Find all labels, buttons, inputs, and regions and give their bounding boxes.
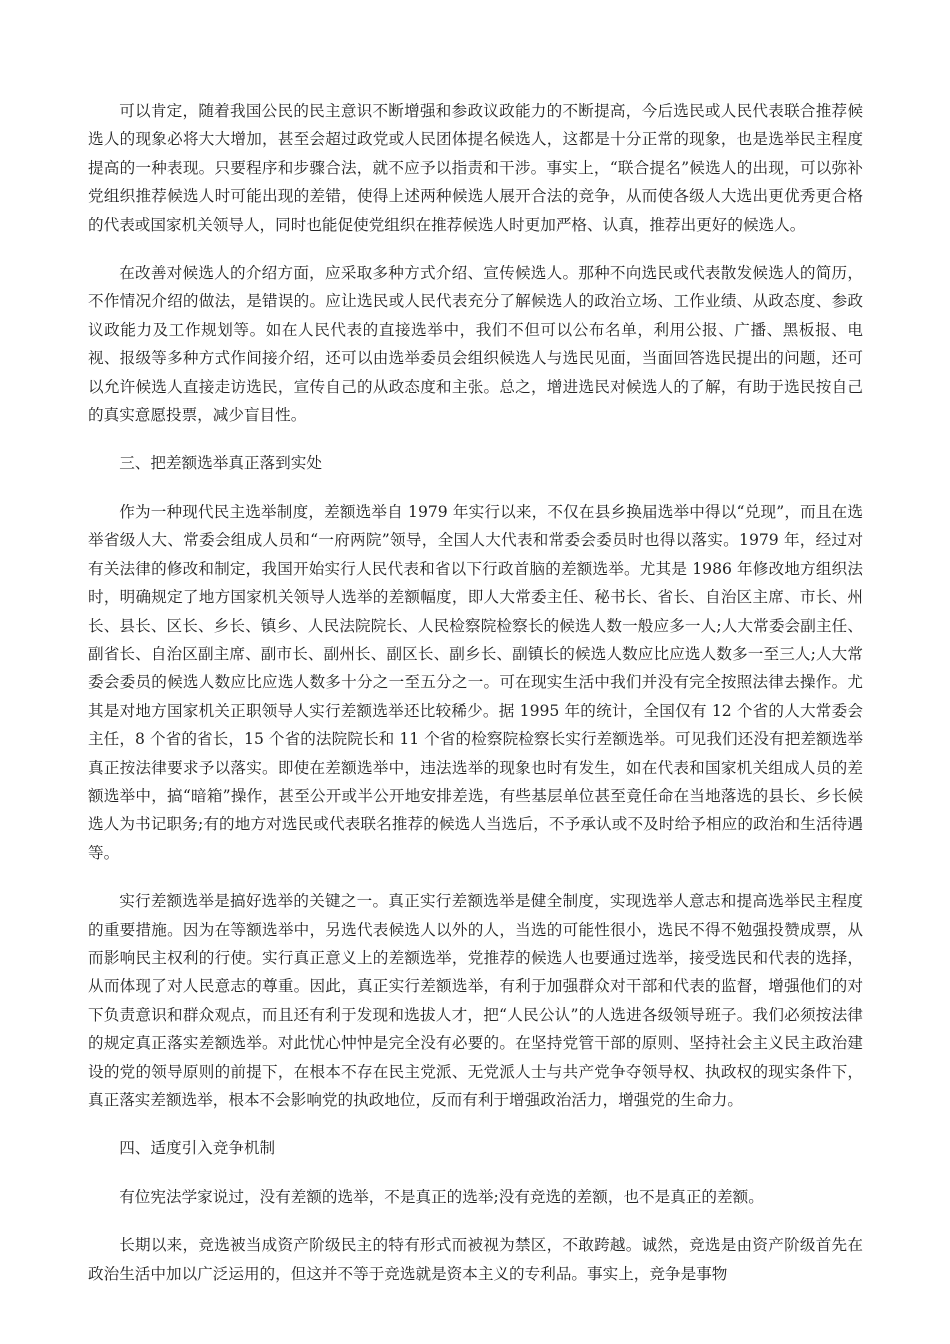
paragraph-constitutional-scholar-quote: 有位宪法学家说过，没有差额的选举，不是真正的选举;没有竞选的差额，也不是真正的差额。 xyxy=(119,1187,764,1206)
paragraph-joint-nomination: 可以肯定，随着我国公民的民主意识不断增强和参政议政能力的不断提高，今后选民或人民代表联合推荐候选人的现象必将大大增加，甚至会超过政党或人民团体提名候选人，这都是十分正常的现象，也是选举民主程度提高的一种表现。只要程序和步骤合法，就不应予以指责和干涉。事实上，“联合提名”候选人的出现，可以弥补党组织推荐候选人时可能出现的差错，使得上述两种候选人展开合法的竞争，从而使各级人大选出更优秀更合格的代表或国家机关领导人，同时也能促使党组织在推荐候选人时更加严格、认真，推荐出更好的候选人。 xyxy=(88,102,863,234)
paragraph-candidate-introduction: 在改善对候选人的介绍方面，应采取多种方式介绍、宣传候选人。那种不向选民或代表散发候选人的简历，不作情况介绍的做法，是错误的。应让选民或人民代表充分了解候选人的政治立场、工作业绩、从政态度、参政议政能力及工作规划等。如在人民代表的直接选举中，我们不但可以公布名单，利用公报、广播、黑板报、电视、报级等多种方式作间接介绍，还可以由选举委员会组织候选人与选民见面，当面回答选民提出的问题，还可以允许候选人直接走访选民，宣传自己的从政态度和主张。总之，增进选民对候选人的了解，有助于选民按自己的真实意愿投票，减少盲目性。 xyxy=(88,264,863,425)
section-heading-3: 三、把差额选举真正落到实处 xyxy=(119,454,322,473)
document-body xyxy=(88,97,863,1308)
section-heading-4: 四、适度引入竞争机制 xyxy=(119,1139,276,1158)
paragraph-competition: 长期以来，竞选被当成资产阶级民主的特有形式而被视为禁区，不敢跨越。诚然，竞选是由资产阶级首先在政治生活中加以广泛运用的，但这并不等于竞选就是资本主义的专利品。事实上，竞争是事物 xyxy=(88,1236,863,1283)
paragraph-differential-election-key: 实行差额选举是搞好选举的关键之一。真正实行差额选举是健全制度，实现选举人意志和提高选举民主程度的重要措施。因为在等额选举中，另选代表候选人以外的人，当选的可能性很小，选民不得不勉强投赞成票，从而影响民主权利的行使。实行真正意义上的差额选举，党推荐的候选人也要通过选举，接受选民和代表的选择，从而体现了对人民意志的尊重。因此，真正实行差额选举，有利于加强群众对干部和代表的监督，增强他们的对下负责意识和群众观点，而且还有利于发现和选拔人才，把“人民公认”的人选进各级领导班子。我们必须按法律的规定真正落实差额选举。对此忧心忡忡是完全没有必要的。在坚持党管干部的原则、坚持社会主义民主政治建设的党的领导原则的前提下，在根本不存在民主党派、无党派人士与共产党争夺领导权、执政权的现实条件下，真正落实差额选举，根本不会影响党的执政地位，反而有利于增强政治活力，增强党的生命力。 xyxy=(88,892,863,1109)
paragraph-differential-election-history: 作为一种现代民主选举制度，差额选举自 1979 年实行以来，不仅在县乡换届选举中得以“兑现”，而且在选举省级人大、常委会组成人员和“一府两院”领导，全国人大代表和常委会委员时也得以落实。1979 年，经过对有关法律的修改和制定，我国开始实行人民代表和省以下行政首脑的差额选举。尤其是 1986 年修改地方组织法时，明确规定了地方国家机关领导人选举的差额幅度，即人大常委主任、秘书长、省长、自治区主席、市长、州长、县长、区长、乡长、镇乡、人民法院院长、人民检察院检察长的候选人数一般应多一人;人大常委会副主任、副省长、自治区副主席、副市长、副州长、副区长、副乡长、副镇长的候选人数应比应选人数多一至三人;人大常委会委员的候选人数应比应选人数多十分之一至五分之一。可在现实生活中我们并没有完全按照法律去操作。尤其是对地方国家机关正职领导人实行差额选举还比较稀少。据 1995 年的统计，全国仅有 12 个省的人大常委会主任，8 个省的省长，15 个省的法院院长和 11 个省的检察院检察长实行差额选举。可见我们还没有把差额选举真正按法律要求予以落实。即使在差额选举中，违法选举的现象也时有发生，如在代表和国家机关组成人员的差额选举中，搞“暗箱”操作，甚至公开或半公开地安排差选，有些基层单位甚至竟任命在当地落选的县长、乡长候选人为书记职务;有的地方对选民或代表联名推荐的候选人当选后，不予承认或不及时给予相应的政治和生活待遇等。 xyxy=(88,502,863,862)
